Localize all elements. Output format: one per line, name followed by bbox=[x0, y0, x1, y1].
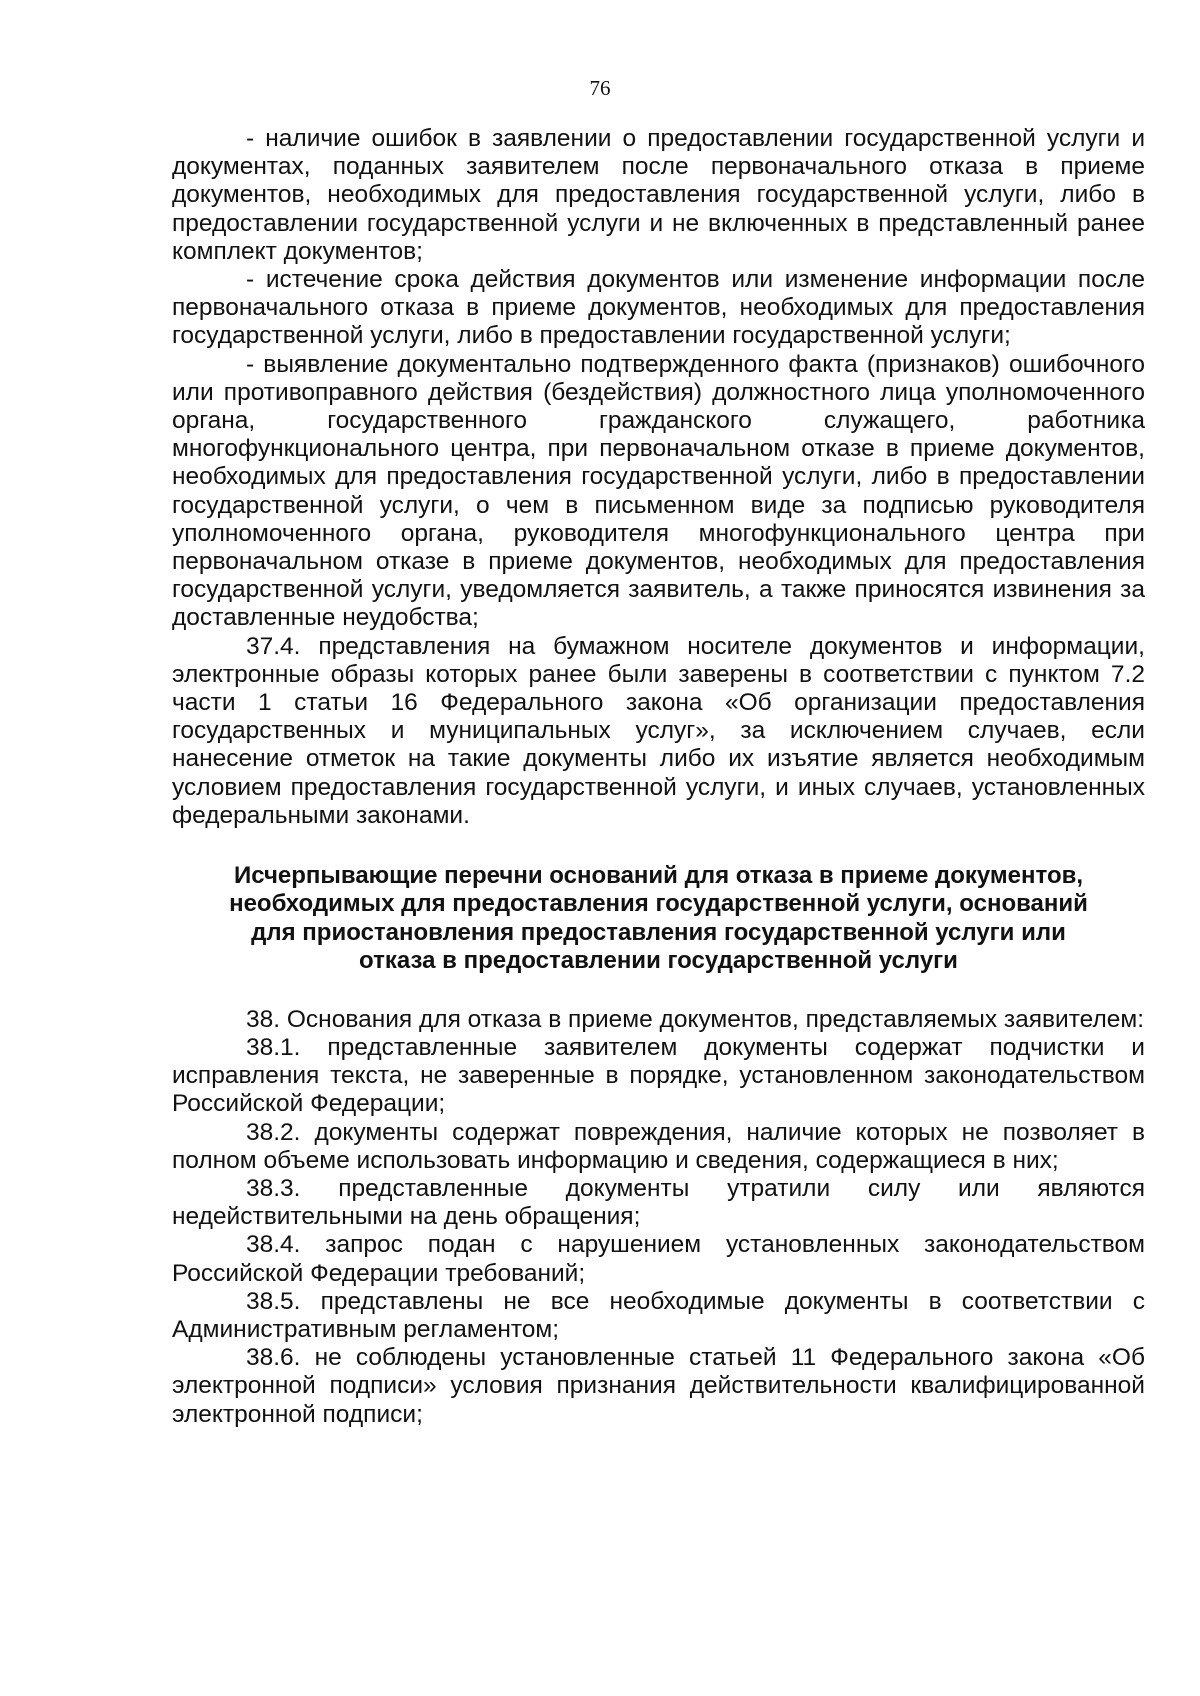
page-number: 76 bbox=[589, 76, 611, 100]
paragraph: 38.5. представлены не все необходимые документы в соответствии с Административным регламентом; bbox=[172, 1287, 1145, 1343]
paragraph: - выявление документально подтвержденного факта (признаков) ошибочного или противоправного действия (бездействия) должностного лица уполномоченного органа, государственного гражданского служащего, работника многофункционального центра, при первоначальном отказе в приеме документов, необходимых для предоставления государственной услуги, либо в предоставлении государственной услуги, о чем в письменном виде за подписью руководителя уполномоченного органа, руководителя многофункционального центра при первоначальном отказе в приеме документов, необходимых для предоставления государственной услуги, уведомляется заявитель, а также приносятся извинения за доставленные неудобства; bbox=[172, 350, 1145, 632]
paragraph: 38.6. не соблюдены установленные статьей 11 Федерального закона «Об электронной подписи» условия признания действительности квалифицированной электронной подписи; bbox=[172, 1344, 1145, 1428]
paragraph: - истечение срока действия документов или изменение информации после первоначального отказа в приеме документов, необходимых для предоставления государственной услуги, либо в предоставлении государственной услуги; bbox=[172, 266, 1145, 350]
section-heading: Исчерпывающие перечни оснований для отказа в приеме документов, необходимых для предоставления государственной услуги, оснований для приостановления предоставления государственной услуги или отказа в предоставлении государственной услуги bbox=[229, 862, 1088, 975]
paragraph: 38.2. документы содержат повреждения, наличие которых не позволяет в полном объеме использовать информацию и сведения, содержащиеся в них; bbox=[172, 1118, 1145, 1174]
paragraph: 38.1. представленные заявителем документы содержат подчистки и исправления текста, не заверенные в порядке, установленном законодательством Российской Федерации; bbox=[172, 1033, 1145, 1118]
paragraph: - наличие ошибок в заявлении о предоставлении государственной услуги и документах, поданных заявителем после первоначального отказа в приеме документов, необходимых для предоставления государственной услуги, либо в предоставлении государственной услуги и не включенных в представленный ранее комплект документов; bbox=[172, 125, 1145, 265]
document-body bbox=[172, 125, 1145, 1429]
paragraph: 37.4. представления на бумажном носителе документов и информации, электронные образы которых ранее были заверены в соответствии с пунктом 7.2 части 1 статьи 16 Федерального закона «Об организации предоставления государственных и муниципальных услуг», за исключением случаев, если нанесение отметок на такие документы либо их изъятие является необходимым условием предоставления государственной услуги, и иных случаев, установленных федеральными законами. bbox=[172, 632, 1145, 829]
paragraph: 38. Основания для отказа в приеме документов, представляемых заявителем: bbox=[246, 1005, 1145, 1033]
paragraph: 38.4. запрос подан с нарушением установленных законодательством Российской Федерации требований; bbox=[172, 1231, 1145, 1287]
paragraph: 38.3. представленные документы утратили силу или являются недействительными на день обращения; bbox=[172, 1174, 1145, 1231]
